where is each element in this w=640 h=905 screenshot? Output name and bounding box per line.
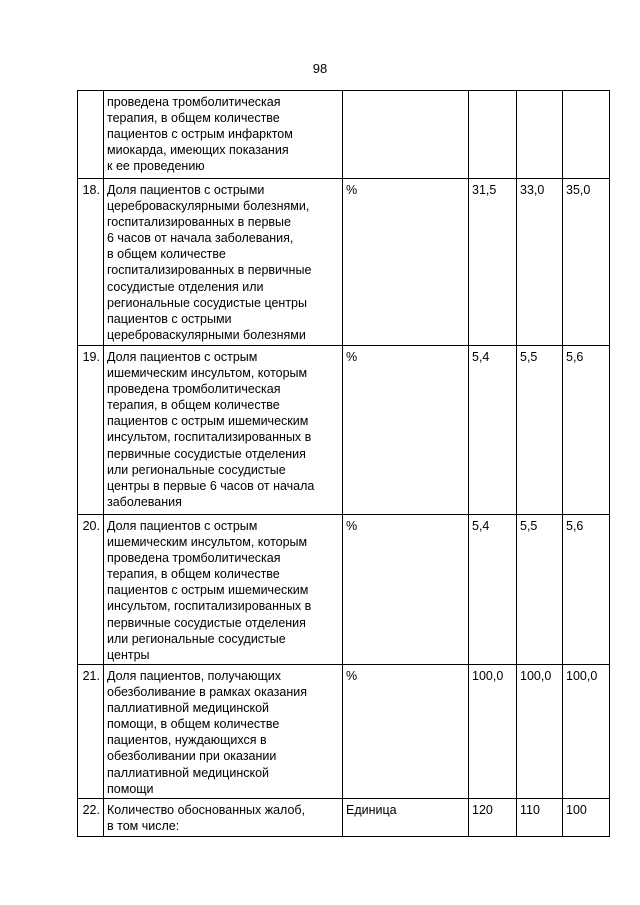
value-cell-3: 100 (563, 799, 610, 837)
value-cell-2: 110 (517, 799, 563, 837)
value-cell-1: 120 (469, 799, 517, 837)
indicator-name: Доля пациентов с острыми цереброваскулярными болезнями, госпитализированных в первые 6 часов от начала заболевания, в общем количестве госпитализированных в первичные сосудистые отделения или региональные сосудистые центры пациентов с острыми цереброваскулярными болезнями (104, 179, 343, 346)
value-cell-3: 5,6 (563, 515, 610, 665)
value-cell-2: 5,5 (517, 346, 563, 515)
unit-cell: % (343, 515, 469, 665)
row-number (78, 91, 104, 179)
table-row (78, 799, 610, 837)
value-cell-3 (563, 91, 610, 179)
unit-cell (343, 91, 469, 179)
row-number: 22. (78, 799, 104, 837)
value-cell-3: 5,6 (563, 346, 610, 515)
indicator-name: Доля пациентов с острым ишемическим инсультом, которым проведена тромболитическая терапия, в общем количестве пациентов с острым ишемическим инсультом, госпитализированных в первичные сосудистые отделения или региональные сосудистые центры (104, 515, 343, 665)
row-number: 19. (78, 346, 104, 515)
value-cell-1: 100,0 (469, 665, 517, 799)
indicator-name: Количество обоснованных жалоб, в том числе: (104, 799, 343, 837)
table-row (78, 179, 610, 346)
indicator-name: Доля пациентов, получающих обезболивание в рамках оказания паллиативной медицинской помощи, в общем количестве пациентов, нуждающихся в обезболивании при оказании паллиативной медицинской помощи (104, 665, 343, 799)
indicator-name: проведена тромболитическая терапия, в общем количестве пациентов с острым инфарктом миокарда, имеющих показания к ее проведению (104, 91, 343, 179)
page-number: 98 (312, 61, 328, 76)
value-cell-2: 5,5 (517, 515, 563, 665)
value-cell-1 (469, 91, 517, 179)
table-row (78, 91, 610, 179)
value-cell-2: 100,0 (517, 665, 563, 799)
value-cell-1: 5,4 (469, 346, 517, 515)
unit-cell: Единица (343, 799, 469, 837)
row-number: 18. (78, 179, 104, 346)
row-number: 21. (78, 665, 104, 799)
value-cell-2 (517, 91, 563, 179)
table-row (78, 665, 610, 799)
table-row (78, 346, 610, 515)
value-cell-1: 5,4 (469, 515, 517, 665)
value-cell-3: 100,0 (563, 665, 610, 799)
table-row (78, 515, 610, 665)
value-cell-3: 35,0 (563, 179, 610, 346)
unit-cell: % (343, 665, 469, 799)
value-cell-1: 31,5 (469, 179, 517, 346)
value-cell-2: 33,0 (517, 179, 563, 346)
indicators-table (77, 90, 610, 837)
unit-cell: % (343, 346, 469, 515)
unit-cell: % (343, 179, 469, 346)
row-number: 20. (78, 515, 104, 665)
indicator-name: Доля пациентов с острым ишемическим инсультом, которым проведена тромболитическая терапия, в общем количестве пациентов с острым ишемическим инсультом, госпитализированных в первичные сосудистые отделения или региональные сосудистые центры в первые 6 часов от начала заболевания (104, 346, 343, 515)
